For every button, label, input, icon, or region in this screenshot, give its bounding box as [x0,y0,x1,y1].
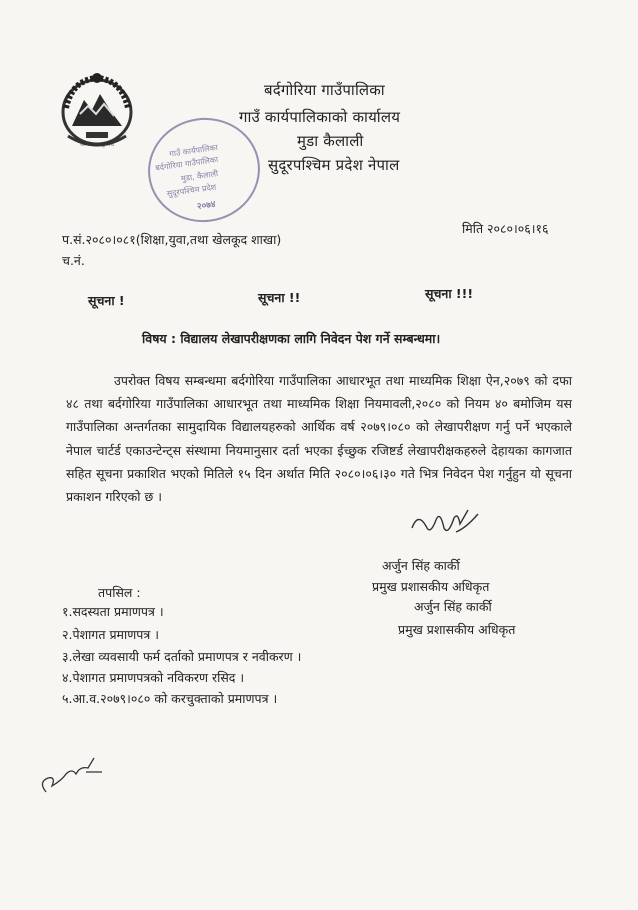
attachment-item: २.पेशागत प्रमाणपत्र । [62,627,160,642]
notice-body-paragraph: उपरोक्त विषय सम्बन्धमा बर्दगोरिया गाउँपालिका आधारभूत तथा माध्यमिक शिक्षा ऐन,२०७९ को दफा ४८ तथा बर्दगोरिया गाउँपालिका आधारभूत तथा माध्यमिक शिक्षा नियमावली,२०८० को नियम ४० बमोजिम यस गाउँपालिका अन्तर्गतका सामुदायिक विद्यालयहरुको आर्थिक वर्ष २०७९।०८० को लेखापरीक्षण गर्नु पर्ने भएकाले नेपाल चार्टर्ड एकाउन्टेन्ट्स संस्थामा नियमानुसार दर्ता भएका ईच्छुक रजिष्टर्ड लेखापरीक्षकहरुले देहायका कागजात सहित सूचना प्रकाशित भएको मितिले १५ दिन अर्थात मिति २०८०।०६।३० गते भित्र निवेदन पेश गर्नुहुन यो सूचना प्रकाशन गरिएको छ । [66,373,572,505]
svg-text:जननी जन्मभूमिश्च: जननी जन्मभूमिश्च [80,142,114,148]
attachment-item: ५.आ.व.२०७९।०८० को करचुक्ताको प्रमाणपत्र । [62,691,278,706]
attachment-item: ४.पेशागत प्रमाणपत्रको नविकरण रसिद । [62,670,245,685]
signatory-stamp-name: अर्जुन सिंह कार्की [414,599,492,614]
stamp-line-3: मुडा, कैलाली [180,169,219,184]
header-location: मुडा कैलाली [297,132,364,150]
attachment-item: १.सदस्यता प्रमाणपत्र । [62,604,164,619]
document-date: मिति २०८०।०६।१६ [462,221,549,236]
notice-heading-1: सूचना ! [88,293,125,308]
signatory-name: अर्जुन सिंह कार्की [382,558,460,573]
signature-image [408,506,482,542]
subject-line: विषय : विद्यालय लेखापरीक्षणका लागि निवेदन पेश गर्ने सम्बन्धमा। [142,331,441,346]
notice-body [66,369,572,508]
header-municipality: बर्दगोरिया गाउँपालिका [264,81,385,99]
stamp-line-4: सुदूरपश्चिम प्रदेश [166,182,217,199]
stamp-year: २०७४ [196,199,217,213]
chalani-number: च.नं. [62,253,85,268]
notice-heading-3: सूचना !!! [425,286,474,301]
handwritten-initials [36,752,108,800]
stamp-line-2: बर्दगोरिया गाउँपालिका [154,154,219,173]
notice-heading-2: सूचना !! [258,290,301,305]
nepal-emblem-icon [58,70,136,150]
attachment-item: ३.लेखा व्यवसायी फर्म दर्ताको प्रमाणपत्र र नवीकरण । [62,649,302,664]
stamp-line-1: गाउँ कार्यपालिका [168,142,219,159]
header-office: गाउँ कार्यपालिकाको कार्यालय [239,108,401,126]
attachments-heading: तपसिल : [98,585,141,600]
reference-number: प.सं.२०८०।०८१(शिक्षा,युवा,तथा खेलकूद शाखा) [62,232,282,247]
header-province: सुदूरपश्चिम प्रदेश नेपाल [268,156,400,174]
office-stamp [141,111,266,230]
signatory-stamp-title: प्रमुख प्रशासकीय अधिकृत [398,622,516,637]
signatory-title: प्रमुख प्रशासकीय अधिकृत [372,579,490,594]
